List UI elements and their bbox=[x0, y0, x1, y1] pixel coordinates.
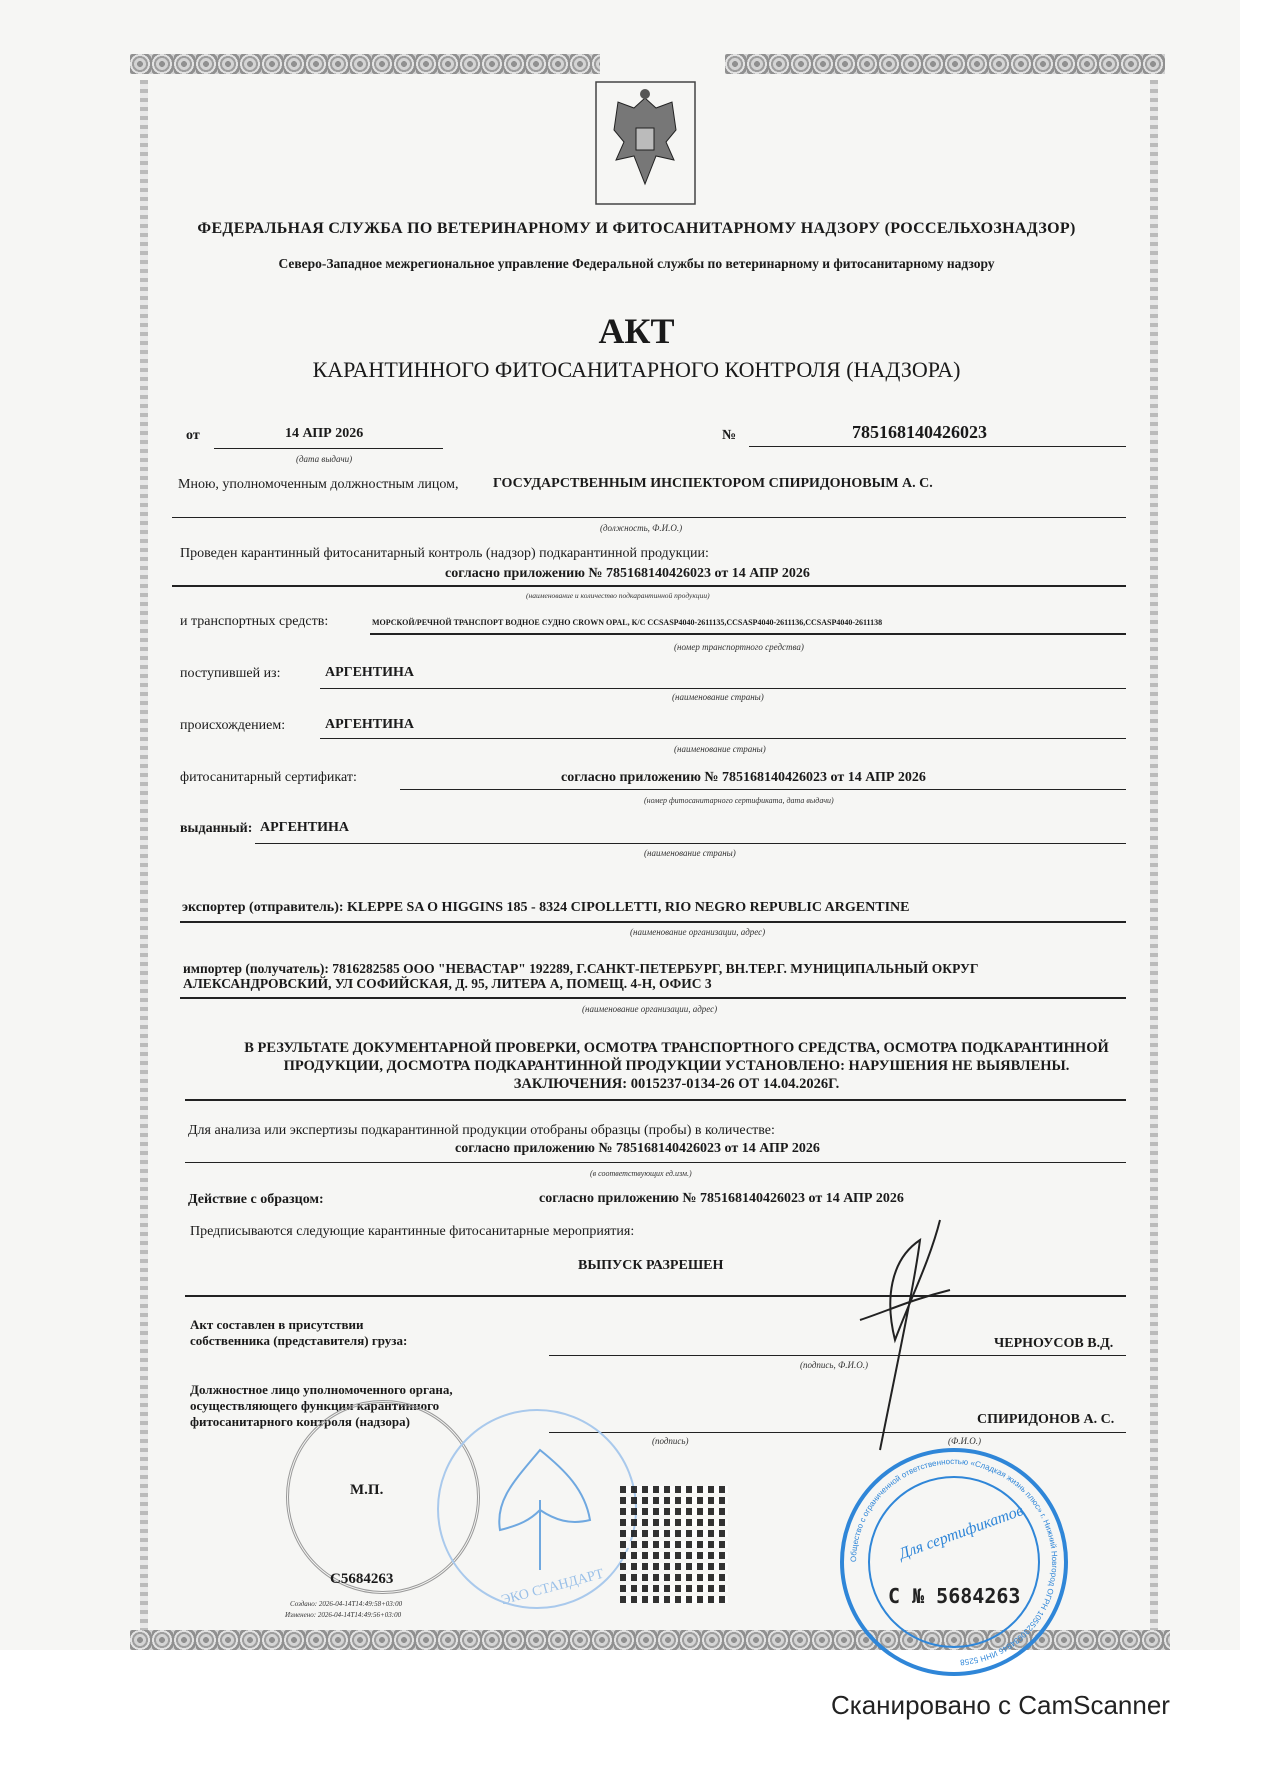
samples-value: согласно приложению № 785168140426023 от 14 АПР 2026 bbox=[455, 1141, 820, 1156]
official-name-caption: (Ф.И.О.) bbox=[948, 1436, 981, 1446]
number-label: № bbox=[722, 428, 737, 443]
official-label-line3: фитосанитарного контроля (надзора) bbox=[190, 1414, 410, 1429]
owner-caption: (подпись, Ф.И.О.) bbox=[800, 1360, 869, 1370]
measures-value: ВЫПУСК РАЗРЕШЕН bbox=[578, 1258, 724, 1273]
act-number: 785168140426023 bbox=[852, 422, 987, 442]
origin-label: происхождением: bbox=[180, 718, 286, 733]
inspector-label: Мною, уполномоченным должностным лицом, bbox=[178, 477, 459, 492]
official-sign-caption: (подпись) bbox=[652, 1436, 689, 1446]
created-timestamp: Создано: 2026-04-14T14:49:58+03:00 bbox=[290, 1600, 403, 1608]
issued-by-caption: (наименование страны) bbox=[644, 848, 736, 858]
decorative-border-top-left bbox=[130, 54, 600, 74]
camscanner-watermark: Сканировано с CamScanner bbox=[831, 1690, 1170, 1720]
official-label-line2: осуществляющего функции карантинного bbox=[190, 1398, 440, 1413]
modified-timestamp: Изменено: 2026-04-14T14:49:56+03:00 bbox=[285, 1611, 402, 1619]
svg-text:Общество с ограниченной ответс bbox=[849, 1457, 1059, 1667]
qr-code bbox=[620, 1486, 728, 1606]
importer-line1: импортер (получатель): 7816282585 ООО "НЕВАСТАР" 192289, Г.САНКТ-ПЕТЕРБУРГ, ВН.ТЕР.Г. МУНИЦИПАЛЬНЫЙ ОКРУГ bbox=[183, 961, 979, 976]
arrived-from-value: АРГЕНТИНА bbox=[325, 665, 415, 680]
owner-name: ЧЕРНОУСОВ В.Д. bbox=[994, 1336, 1114, 1351]
blue-stamp-ring-text: Общество с ограниченной ответственностью «Сладкая жизнь плюс» г. Нижний Новгород ОГРН 1055230034846 ИНН 5258 bbox=[848, 1456, 1060, 1667]
form-number: C5684263 bbox=[330, 1571, 394, 1587]
certificate-value: согласно приложению № 785168140426023 от 14 АПР 2026 bbox=[561, 770, 926, 785]
certificate-label: фитосанитарный сертификат: bbox=[180, 770, 357, 785]
importer-caption: (наименование организации, адрес) bbox=[582, 1004, 718, 1014]
leaf-icon bbox=[475, 1440, 605, 1580]
official-name: СПИРИДОНОВ А. С. bbox=[977, 1412, 1115, 1427]
samples-label: Для анализа или экспертизы подкарантинной продукции отобраны образцы (пробы) в количестве: bbox=[188, 1123, 775, 1138]
issued-by-label: выданный: bbox=[180, 821, 253, 836]
result-line1: В РЕЗУЛЬТАТЕ ДОКУМЕНТАРНОЙ ПРОВЕРКИ, ОСМОТРА ТРАНСПОРТНОГО СРЕДСТВА, ОСМОТРА ПОДКАРАНТИННОЙ bbox=[244, 1040, 1109, 1056]
arrived-from-caption: (наименование страны) bbox=[672, 692, 764, 702]
department-name: Северо-Западное межрегиональное управление Федеральной службы по ветеринарному и фитосанитарному надзору bbox=[278, 256, 995, 271]
transport-label: и транспортных средств: bbox=[180, 614, 329, 629]
document-subtitle: КАРАНТИННОГО ФИТОСАНИТАРНОГО КОНТРОЛЯ (НАДЗОРА) bbox=[312, 357, 961, 382]
coat-of-arms-emblem bbox=[594, 80, 697, 206]
product-value: согласно приложению № 785168140426023 от 14 АПР 2026 bbox=[445, 566, 810, 581]
agency-name: ФЕДЕРАЛЬНАЯ СЛУЖБА ПО ВЕТЕРИНАРНОМУ И ФИТОСАНИТАРНОМУ НАДЗОРУ (РОССЕЛЬХОЗНАДЗОР) bbox=[197, 220, 1076, 237]
product-caption: (наименование и количество подкарантинной продукции) bbox=[526, 591, 710, 600]
certificate-caption: (номер фитосанитарного сертификата, дата выдачи) bbox=[644, 796, 834, 805]
transport-caption: (номер транспортного средства) bbox=[674, 642, 804, 652]
exporter-caption: (наименование организации, адрес) bbox=[630, 927, 766, 937]
official-label-line1: Должностное лицо уполномоченного органа, bbox=[190, 1382, 453, 1397]
owner-label-line2: собственника (представителя) груза: bbox=[190, 1333, 408, 1348]
transport-value: МОРСКОЙ/РЕЧНОЙ ТРАНСПОРТ ВОДНОЕ СУДНО CROWN OPAL, К/С CCSASP4040-2611135,CCSASP4040-2611136,CCSASP4040-2611138 bbox=[372, 618, 883, 627]
result-line2: ПРОДУКЦИИ, ДОСМОТРА ПОДКАРАНТИННОЙ ПРОДУКЦИИ УСТАНОВЛЕНО: НАРУШЕНИЯ НЕ ВЫЯВЛЕНЫ. bbox=[283, 1058, 1070, 1074]
date-caption: (дата выдачи) bbox=[296, 454, 353, 464]
exporter-value: экспортер (отправитель): KLEPPE SA O HIGGINS 185 - 8324 CIPOLLETTI, RIO NEGRO REPUBLIC ARGENTINE bbox=[182, 900, 910, 915]
decorative-border-top-right bbox=[725, 54, 1165, 74]
measures-label: Предписываются следующие карантинные фитосанитарные мероприятия: bbox=[190, 1224, 635, 1239]
handwritten-signature bbox=[800, 1200, 1000, 1460]
company-blue-stamp bbox=[840, 1448, 1068, 1676]
samples-caption: (в соответствующих ед.изм.) bbox=[590, 1169, 692, 1178]
inspector-name: ГОСУДАРСТВЕННЫМ ИНСПЕКТОРОМ СПИРИДОНОВЫМ А. С. bbox=[493, 476, 933, 491]
issued-by-value: АРГЕНТИНА bbox=[260, 820, 350, 835]
origin-value: АРГЕНТИНА bbox=[325, 717, 415, 732]
product-label: Проведен карантинный фитосанитарный контроль (надзор) подкарантинной продукции: bbox=[180, 546, 709, 561]
eco-stamp-text: ЭКО СТАНДАРТ bbox=[499, 1566, 606, 1609]
date-label: от bbox=[186, 428, 200, 443]
blue-stamp-ring bbox=[844, 1452, 1064, 1672]
document-title: АКТ bbox=[598, 311, 675, 351]
result-line3: ЗАКЛЮЧЕНИЯ: 0015237-0134-26 ОТ 14.04.2026Г. bbox=[513, 1076, 840, 1092]
inspector-caption: (должность, Ф.И.О.) bbox=[600, 523, 683, 533]
origin-caption: (наименование страны) bbox=[674, 744, 766, 754]
importer-line2: АЛЕКСАНДРОВСКИЙ, УЛ СОФИЙСКАЯ, Д. 95, ЛИТЕРА А, ПОМЕЩ. 4-Н, ОФИС 3 bbox=[183, 976, 712, 991]
stamp-place-label: М.П. bbox=[350, 1482, 384, 1498]
issue-date: 14 АПР 2026 bbox=[285, 426, 364, 441]
sample-action-value: согласно приложению № 785168140426023 от 14 АПР 2026 bbox=[539, 1191, 904, 1206]
arrived-from-label: поступившей из: bbox=[180, 666, 281, 681]
sample-action-label: Действие с образцом: bbox=[188, 1192, 324, 1207]
blue-stamp-label: Для сертификатов bbox=[896, 1502, 1026, 1563]
owner-label-line1: Акт составлен в присутствии bbox=[190, 1317, 364, 1332]
blue-stamp-number: С № 5684263 bbox=[888, 1584, 1021, 1608]
